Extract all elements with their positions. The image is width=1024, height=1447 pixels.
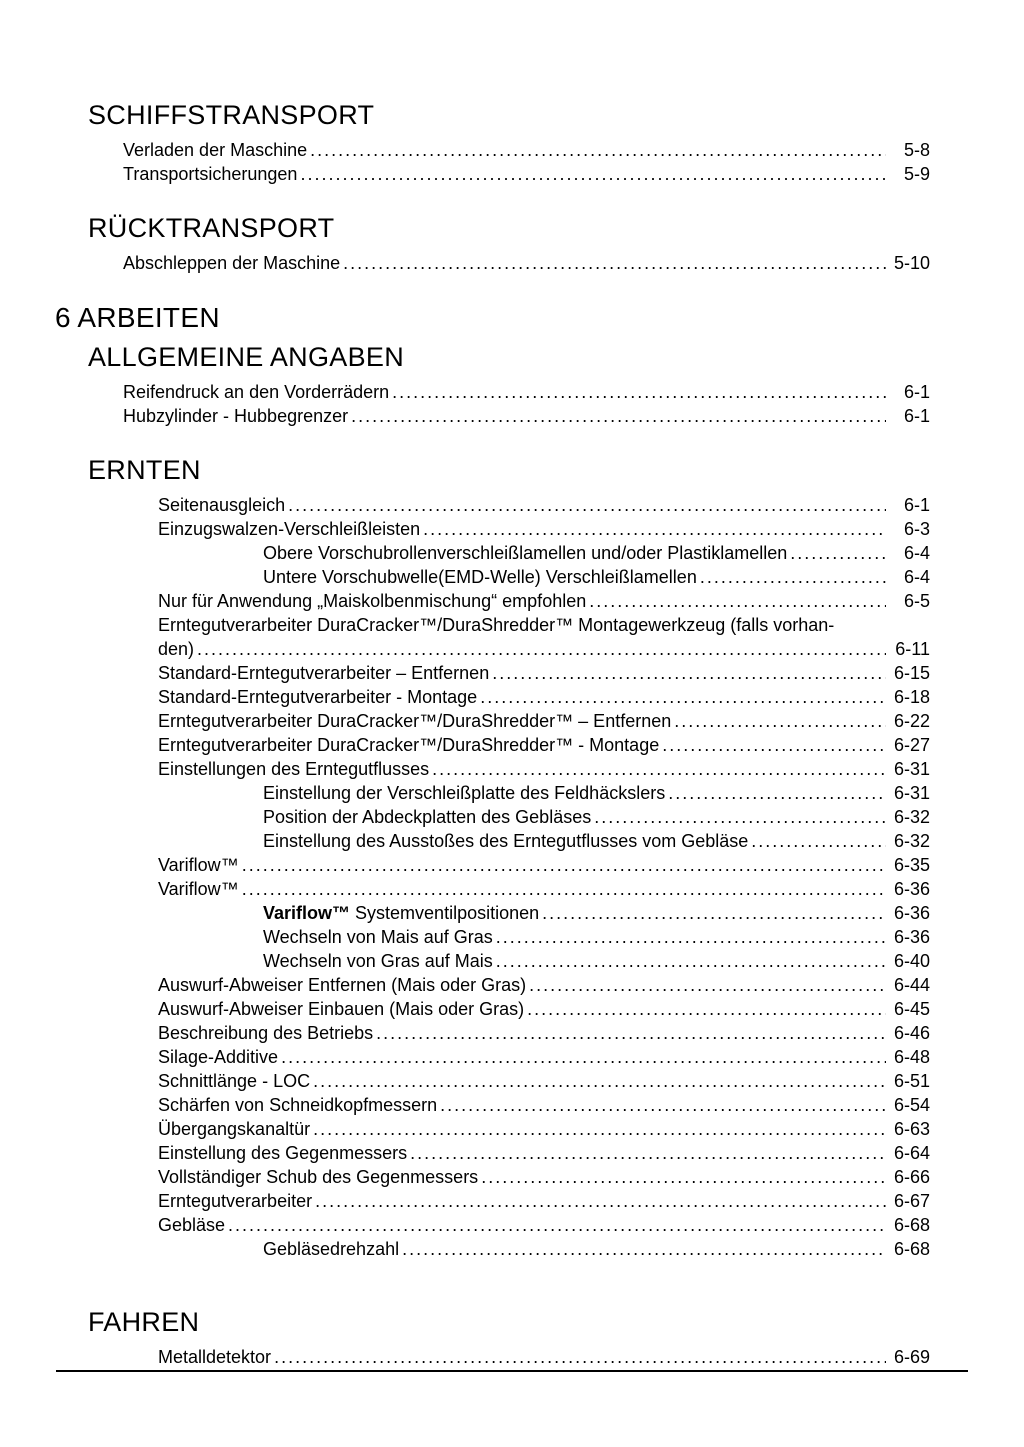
dot-leader bbox=[496, 925, 886, 949]
toc-entry bbox=[88, 1093, 930, 1117]
table-of-contents bbox=[55, 100, 930, 1369]
toc-entry-label: Gebläse bbox=[158, 1215, 226, 1235]
toc-entry bbox=[88, 1141, 930, 1165]
toc-entry bbox=[88, 1237, 930, 1261]
toc-entry-label: Erntegutverarbeiter DuraCracker™/DuraShredder™ – Entfernen bbox=[158, 711, 672, 731]
section-block bbox=[88, 455, 930, 1261]
toc-entry-page: 6-40 bbox=[893, 951, 930, 971]
dot-leader bbox=[300, 162, 886, 186]
toc-entry-label: Erntegutverarbeiter DuraCracker™/DuraShredder™ Montagewerkzeug (falls vorhan- bbox=[158, 615, 835, 635]
dot-leader bbox=[228, 1213, 886, 1237]
toc-entry bbox=[88, 1045, 930, 1069]
toc-entry-page: 6-1 bbox=[903, 406, 930, 426]
toc-entry-page: 6-32 bbox=[893, 807, 930, 827]
chapter-title: 6 ARBEITEN bbox=[55, 302, 220, 333]
toc-entry-label: Einstellung des Gegenmessers bbox=[158, 1143, 408, 1163]
toc-entry-page: 6-4 bbox=[903, 567, 930, 587]
toc-entry-label: Variflow™ Systemventilpositionen bbox=[263, 903, 540, 923]
dot-leader bbox=[402, 1237, 886, 1261]
dot-leader bbox=[496, 949, 886, 973]
section-title: ERNTEN bbox=[88, 455, 201, 485]
toc-entry-page: 6-64 bbox=[893, 1143, 930, 1163]
toc-entry bbox=[88, 733, 930, 757]
toc-entry bbox=[88, 589, 930, 613]
dot-leader bbox=[310, 138, 886, 162]
dot-leader bbox=[542, 901, 886, 925]
toc-entry-page: 6-48 bbox=[893, 1047, 930, 1067]
section-title: SCHIFFSTRANSPORT bbox=[88, 100, 375, 130]
toc-entry-label: Untere Vorschubwelle(EMD-Welle) Verschleißlamellen bbox=[263, 567, 697, 587]
toc-entry-page: 6-18 bbox=[893, 687, 930, 707]
toc-entry-label: Variflow™ bbox=[158, 879, 239, 899]
dot-leader bbox=[423, 517, 886, 541]
toc-entry-page: 6-68 bbox=[893, 1239, 930, 1259]
toc-entry bbox=[88, 493, 930, 517]
toc-entry bbox=[88, 404, 930, 428]
section-title: ALLGEMEINE ANGABEN bbox=[88, 342, 405, 372]
toc-entry bbox=[88, 997, 930, 1021]
toc-entry-page: 6-22 bbox=[893, 711, 930, 731]
toc-entry-label: Schnittlänge - LOC bbox=[158, 1071, 311, 1091]
toc-entry bbox=[88, 1117, 930, 1141]
toc-entry-page: 6-1 bbox=[903, 495, 930, 515]
toc-entry bbox=[88, 565, 930, 589]
toc-entry bbox=[88, 949, 930, 973]
toc-entry bbox=[88, 517, 930, 541]
dot-leader bbox=[529, 973, 886, 997]
toc-entry-page: 6-31 bbox=[893, 759, 930, 779]
toc-entry-page: 6-67 bbox=[893, 1191, 930, 1211]
section-block bbox=[88, 342, 930, 428]
toc-entry-label: Einstellung des Ausstoßes des Erntegutflusses vom Gebläse bbox=[263, 831, 749, 851]
toc-entry-label: Auswurf-Abweiser Entfernen (Mais oder Gras) bbox=[158, 975, 527, 995]
dot-leader bbox=[594, 805, 886, 829]
toc-entry-label: Beschreibung des Betriebs bbox=[158, 1023, 374, 1043]
toc-entry bbox=[88, 138, 930, 162]
section-block bbox=[88, 100, 930, 186]
toc-entry bbox=[88, 757, 930, 781]
toc-entry-label: Nur für Anwendung „Maiskolbenmischung“ empfohlen bbox=[158, 591, 587, 611]
toc-entry-label: Obere Vorschubrollenverschleißlamellen und/oder Plastiklamellen bbox=[263, 543, 788, 563]
toc-entry-page: 6-27 bbox=[893, 735, 930, 755]
toc-entry-label: Reifendruck an den Vorderrädern bbox=[123, 382, 390, 402]
toc-entry bbox=[88, 637, 930, 661]
toc-entry-label: Hubzylinder - Hubbegrenzer bbox=[123, 406, 349, 426]
section-block bbox=[88, 1307, 930, 1369]
toc-entry bbox=[88, 380, 930, 404]
toc-entry-page: 6-11 bbox=[895, 639, 930, 659]
toc-entry bbox=[88, 973, 930, 997]
dot-leader bbox=[674, 709, 886, 733]
toc-entry bbox=[88, 877, 930, 901]
dot-leader bbox=[480, 685, 886, 709]
toc-entry-page: 6-68 bbox=[893, 1215, 930, 1235]
toc-entry-label: Einzugswalzen-Verschleißleisten bbox=[158, 519, 421, 539]
toc-entry-label-bold: Variflow™ bbox=[263, 903, 351, 923]
dot-leader bbox=[481, 1165, 886, 1189]
dot-leader bbox=[527, 997, 886, 1021]
toc-entry-label: Erntegutverarbeiter DuraCracker™/DuraShredder™ - Montage bbox=[158, 735, 660, 755]
toc-entry-label: Metalldetektor bbox=[158, 1347, 272, 1367]
toc-entry bbox=[88, 901, 930, 925]
toc-entry bbox=[88, 805, 930, 829]
toc-entry bbox=[88, 1213, 930, 1237]
toc-entry bbox=[88, 685, 930, 709]
toc-entry-page: 6-15 bbox=[893, 663, 930, 683]
section-title: RÜCKTRANSPORT bbox=[88, 213, 335, 243]
toc-entry-page: 6-4 bbox=[903, 543, 930, 563]
toc-entry bbox=[88, 829, 930, 853]
toc-entry-page: 6-45 bbox=[893, 999, 930, 1019]
toc-entry-page: 6-3 bbox=[903, 519, 930, 539]
toc-entry-page: 6-54 bbox=[893, 1095, 930, 1115]
toc-entry bbox=[88, 251, 930, 275]
dot-leader bbox=[589, 589, 886, 613]
toc-entry bbox=[88, 162, 930, 186]
toc-entry-label: Position der Abdeckplatten des Gebläses bbox=[263, 807, 592, 827]
toc-entry-label-continuation: den) bbox=[158, 639, 195, 659]
toc-entry-page: 6-1 bbox=[903, 382, 930, 402]
dot-leader bbox=[440, 1093, 886, 1117]
dot-leader bbox=[376, 1021, 886, 1045]
toc-entry-page: 6-36 bbox=[893, 879, 930, 899]
dot-leader bbox=[751, 829, 886, 853]
toc-entry-page: 6-32 bbox=[893, 831, 930, 851]
toc-entry-label: Einstellung der Verschleißplatte des Feldhäckslers bbox=[263, 783, 666, 803]
toc-entry-page: 6-36 bbox=[893, 903, 930, 923]
toc-entry-page: 6-44 bbox=[893, 975, 930, 995]
toc-entry-page: 6-46 bbox=[893, 1023, 930, 1043]
toc-entry-label: Wechseln von Gras auf Mais bbox=[263, 951, 493, 971]
toc-entry-page: 5-10 bbox=[893, 253, 930, 273]
toc-entry bbox=[88, 1189, 930, 1213]
toc-entry bbox=[88, 661, 930, 685]
toc-entry-label: Silage-Additive bbox=[158, 1047, 279, 1067]
toc-entry-page: 5-9 bbox=[903, 164, 930, 184]
dot-leader bbox=[281, 1045, 886, 1069]
dot-leader bbox=[668, 781, 886, 805]
toc-entry-line bbox=[88, 613, 930, 637]
dot-leader bbox=[313, 1117, 886, 1141]
toc-entry-label: Wechseln von Mais auf Gras bbox=[263, 927, 493, 947]
dot-leader bbox=[432, 757, 886, 781]
toc-entry-label: Standard-Erntegutverarbeiter – Entfernen bbox=[158, 663, 490, 683]
toc-entry-label: Verladen der Maschine bbox=[123, 140, 308, 160]
dot-leader bbox=[242, 853, 886, 877]
toc-entry bbox=[88, 925, 930, 949]
dot-leader bbox=[197, 637, 886, 661]
toc-entry bbox=[88, 853, 930, 877]
dot-leader bbox=[662, 733, 886, 757]
toc-entry-page: 6-69 bbox=[893, 1347, 930, 1367]
toc-entry-label: Übergangskanaltür bbox=[158, 1119, 311, 1139]
toc-entry bbox=[88, 709, 930, 733]
footer-rule bbox=[56, 1370, 968, 1372]
toc-entry-page: 6-35 bbox=[893, 855, 930, 875]
toc-entry-label: Seitenausgleich bbox=[158, 495, 286, 515]
chapter-block bbox=[55, 301, 930, 334]
dot-leader bbox=[315, 1189, 886, 1213]
dot-leader bbox=[313, 1069, 886, 1093]
dot-leader bbox=[700, 565, 886, 589]
toc-entry-label: Schärfen von Schneidkopfmessern bbox=[158, 1095, 438, 1115]
dot-leader bbox=[288, 493, 886, 517]
toc-entry-page: 6-36 bbox=[893, 927, 930, 947]
toc-entry-page: 6-63 bbox=[893, 1119, 930, 1139]
dot-leader bbox=[410, 1141, 886, 1165]
toc-entry bbox=[88, 1345, 930, 1369]
toc-entry bbox=[88, 1069, 930, 1093]
toc-entry-page: 6-66 bbox=[893, 1167, 930, 1187]
toc-entry-label: Variflow™ bbox=[158, 855, 239, 875]
dot-leader bbox=[343, 251, 886, 275]
toc-entry-page: 6-31 bbox=[893, 783, 930, 803]
toc-entry-label: Einstellungen des Erntegutflusses bbox=[158, 759, 430, 779]
dot-leader bbox=[492, 661, 886, 685]
toc-entry-page: 6-5 bbox=[903, 591, 930, 611]
toc-entry bbox=[88, 1021, 930, 1045]
toc-entry-label: Auswurf-Abweiser Einbauen (Mais oder Gras) bbox=[158, 999, 525, 1019]
toc-entry bbox=[88, 541, 930, 565]
toc-entry bbox=[88, 1165, 930, 1189]
section-title: FAHREN bbox=[88, 1307, 200, 1337]
toc-entry-label: Erntegutverarbeiter bbox=[158, 1191, 313, 1211]
toc-entry-label: Abschleppen der Maschine bbox=[123, 253, 341, 273]
dot-leader bbox=[351, 404, 886, 428]
toc-entry-page: 5-8 bbox=[903, 140, 930, 160]
toc-entry-label: Gebläsedrehzahl bbox=[263, 1239, 400, 1259]
dot-leader bbox=[790, 541, 886, 565]
toc-entry-label: Standard-Erntegutverarbeiter - Montage bbox=[158, 687, 478, 707]
toc-entry-label: Vollständiger Schub des Gegenmessers bbox=[158, 1167, 479, 1187]
toc-entry-page: 6-51 bbox=[893, 1071, 930, 1091]
dot-leader bbox=[242, 877, 886, 901]
toc-entry bbox=[88, 781, 930, 805]
section-block bbox=[88, 213, 930, 275]
dot-leader bbox=[274, 1345, 886, 1369]
dot-leader bbox=[392, 380, 886, 404]
toc-entry-label: Transportsicherungen bbox=[123, 164, 298, 184]
